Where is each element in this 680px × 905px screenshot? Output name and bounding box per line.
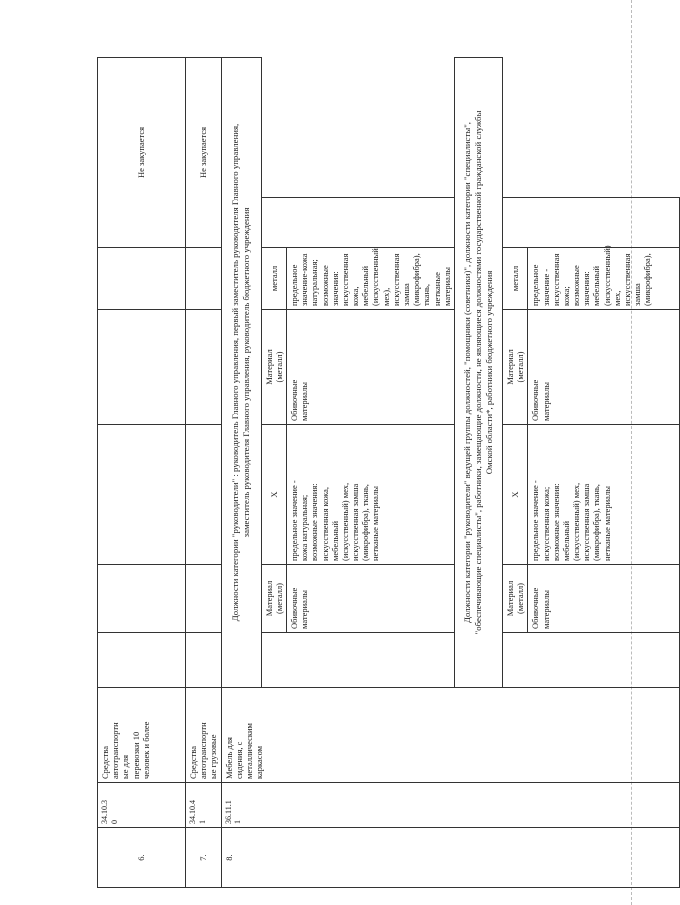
material-value: металл — [261, 248, 286, 310]
row-code: 36.11.1 1 — [221, 783, 680, 828]
table-row — [186, 58, 222, 888]
row-name: Мебель для сидения, с металлическим каркасом — [221, 688, 680, 783]
material-x: X — [261, 425, 286, 565]
row-number: 6. — [98, 828, 186, 888]
row-number: 7. — [186, 828, 222, 888]
upholstery-value: предельное значение-кожа натуральная; возможные значения: искусственная кожа, мебельный (искусственный мех), искусственная замша (микрофибра), ткань, нетканые материалы — [286, 248, 454, 310]
material-label: Материал (металл) — [261, 565, 286, 633]
upholstery-short: Обивочные материалы — [286, 310, 454, 425]
group-header-specialists: Должности категории "руководители" ведущей группы должностей, "помощники (советники)", должности категории "специалисты", "обеспечивающие специалисты", работники, замещающие должности, не являющиеся должностями государственной гражданской службы Омской области*, работники бюджетного учреждения — [454, 58, 502, 688]
table-row — [98, 58, 186, 888]
upholstery-value: предельное значение - искусственная кожа; возможные значения: мебельный (искусственный) мех, искусственная замша (микрофибра), — [528, 248, 680, 310]
row-code: 34.10.3 0 — [98, 783, 186, 828]
material-x: X — [502, 425, 527, 565]
row-number: 8. — [221, 828, 680, 888]
upholstery-spec: предельное значение - кожа натуральная; возможные значения: искусственная кожа, мебельный (искусственный) мех, искусственная замша (микрофибра), ткань, нетканые материалы — [286, 425, 454, 565]
row-value: Не закупается — [186, 58, 222, 248]
upholstery-label: Обивочные материалы — [528, 565, 680, 633]
upholstery-label: Обивочные материалы — [286, 565, 454, 633]
upholstery-spec: предельное значение - искусственная кожа; возможные значения: мебельный (искусственный) мех, искусственная замша (микрофибра), ткань, нетканые материалы — [528, 425, 680, 565]
material-short: Материал (металл) — [502, 310, 527, 425]
material-label: Материал (металл) — [502, 565, 527, 633]
row-name: Средства автотранспортн ые для перевозки 10 человек и более — [98, 688, 186, 783]
procurement-table — [97, 57, 680, 888]
table-row — [221, 58, 261, 888]
rotated-page — [97, 58, 653, 888]
row-code: 34.10.4 1 — [186, 783, 222, 828]
row-value: Не закупается — [98, 58, 186, 248]
group-header-managers: Должности категории "руководители" : руководитель Главного управления, первый заместитель руководителя Главного управления, заместитель руководителя Главного управления, руководитель бюджетного учреждения — [221, 58, 261, 688]
material-value: металл — [502, 248, 527, 310]
material-short: Материал (металл) — [261, 310, 286, 425]
upholstery-short: Обивочные материалы — [528, 310, 680, 425]
row-name: Средства автотранспортн ые грузовые — [186, 688, 222, 783]
